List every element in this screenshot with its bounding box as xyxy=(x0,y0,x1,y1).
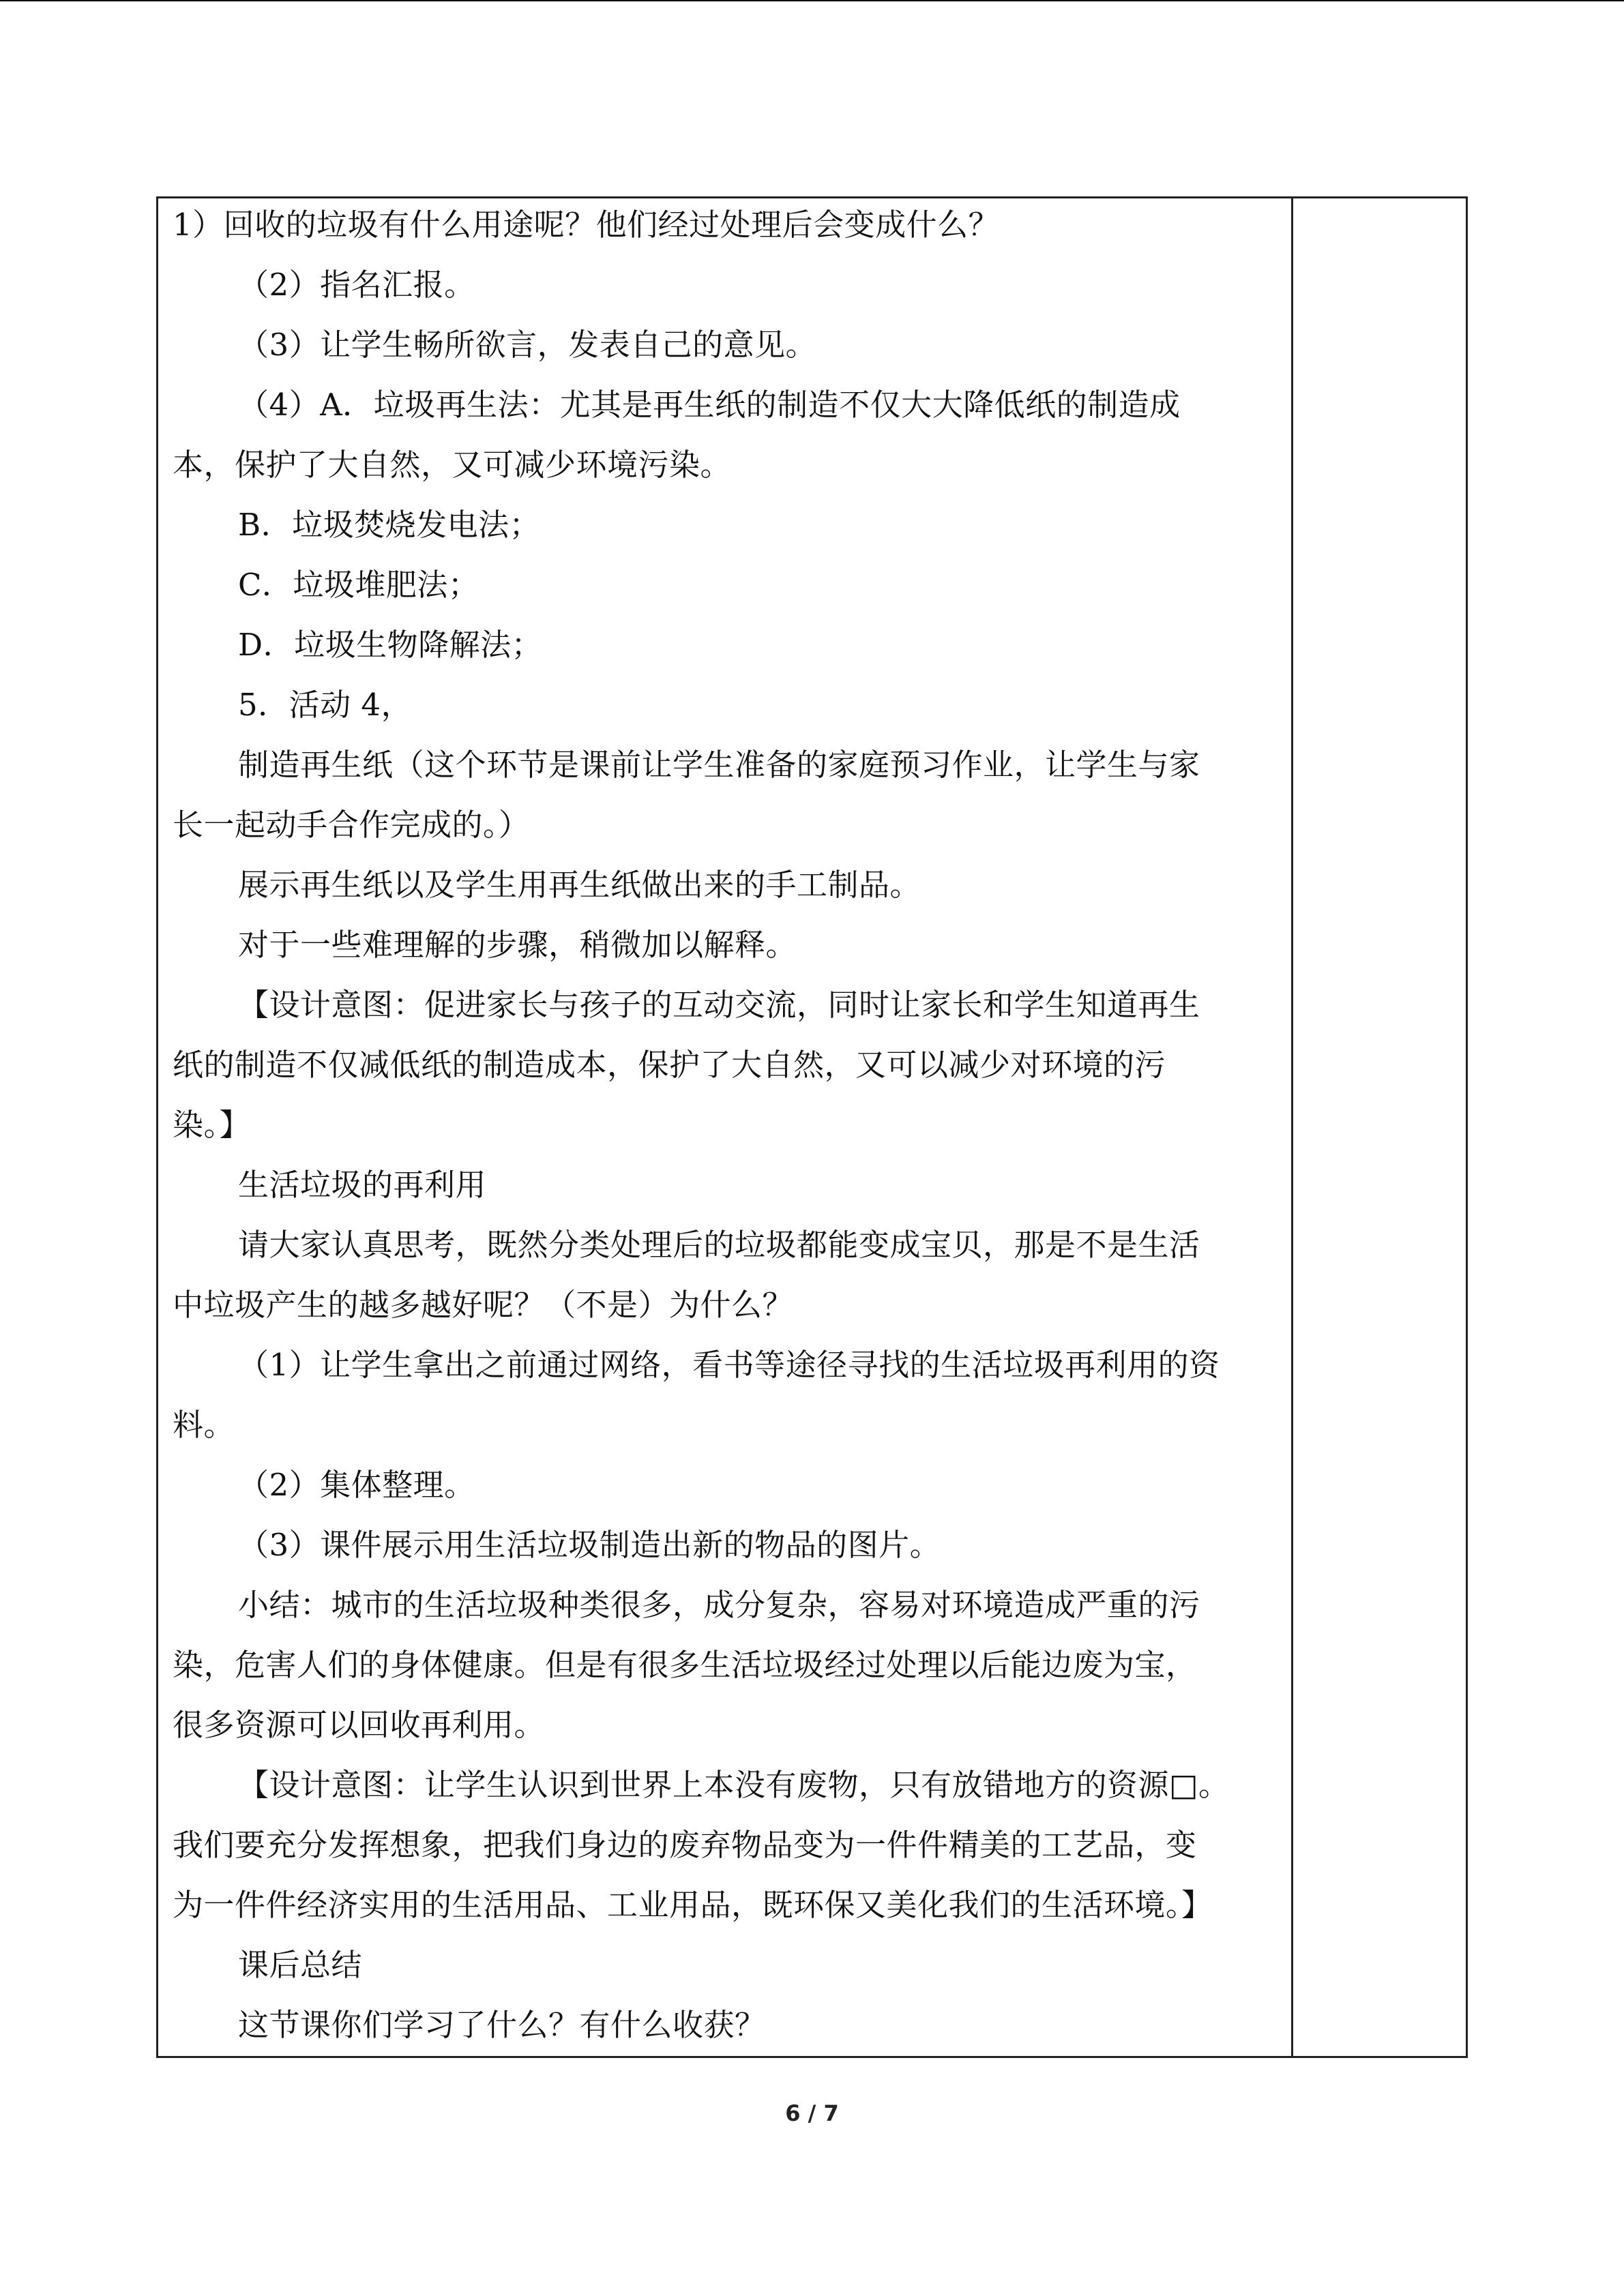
text-line: 请大家认真思考，既然分类处理后的垃圾都能变成宝贝，那是不是生活 xyxy=(238,1227,1200,1263)
text-line: 1）回收的垃圾有什么用途呢？他们经过处理后会变成什么？ xyxy=(173,207,1000,243)
text-line: 对于一些难理解的步骤，稍微加以解释。 xyxy=(238,927,797,963)
text-line: 纸的制造不仅减低纸的制造成本，保护了大自然，又可以减少对环境的污 xyxy=(173,1047,1166,1083)
text-line: （1）让学生拿出之前通过网络，看书等途径寻找的生活垃圾再利用的资 xyxy=(238,1347,1220,1383)
text-line: （2）指名汇报。 xyxy=(238,267,475,303)
text-line: 【设计意图：让学生认识到世界上本没有废物，只有放错地方的资源□。 xyxy=(238,1767,1230,1803)
text-line: 本，保护了大自然，又可减少环境污染。 xyxy=(173,447,732,483)
text-line: 很多资源可以回收再利用。 xyxy=(173,1707,546,1743)
text-line: B．垃圾焚烧发电法； xyxy=(238,507,541,543)
text-line: D．垃圾生物降解法； xyxy=(238,627,543,663)
text-line: 这节课你们学习了什么？有什么收获？ xyxy=(238,2007,766,2043)
text-line: 我们要充分发挥想象，把我们身边的废弃物品变为一件件精美的工艺品，变 xyxy=(173,1827,1197,1863)
text-line: 生活垃圾的再利用 xyxy=(238,1167,487,1203)
text-line: 染。】 xyxy=(173,1107,251,1143)
page-number: 6 / 7 xyxy=(785,2100,839,2126)
text-line: 料。 xyxy=(173,1407,235,1443)
text-line: 展示再生纸以及学生用再生纸做出来的手工制品。 xyxy=(238,867,921,903)
table-column-divider xyxy=(1291,196,1293,2058)
text-line: 染，危害人们的身体健康。但是有很多生活垃圾经过处理以后能边废为宝， xyxy=(173,1647,1197,1683)
lesson-content-cell xyxy=(173,205,1271,2046)
text-line: 中垃圾产生的越多越好呢？（不是）为什么？ xyxy=(173,1287,794,1323)
text-line: 为一件件经济实用的生活用品、工业用品，既环保又美化我们的生活环境。】 xyxy=(173,1887,1213,1923)
text-line: 小结：城市的生活垃圾种类很多，成分复杂，容易对环境造成严重的污 xyxy=(238,1587,1200,1623)
text-line: 制造再生纸（这个环节是课前让学生准备的家庭预习作业，让学生与家 xyxy=(238,747,1200,783)
text-line: 【设计意图：促进家长与孩子的互动交流，同时让家长和学生知道再生 xyxy=(238,987,1200,1023)
text-line: （3）让学生畅所欲言，发表自己的意见。 xyxy=(238,327,817,363)
text-line: C．垃圾堆肥法； xyxy=(238,567,479,603)
text-line: （4）A．垃圾再生法：尤其是再生纸的制造不仅大大降低纸的制造成 xyxy=(238,387,1181,423)
text-line: 课后总结 xyxy=(238,1947,363,1983)
text-line: （3）课件展示用生活垃圾制造出新的物品的图片。 xyxy=(238,1527,941,1563)
text-line: （2）集体整理。 xyxy=(238,1467,475,1503)
text-line: 5．活动 4， xyxy=(238,687,413,723)
text-line: 长一起动手合作完成的。） xyxy=(173,807,530,843)
